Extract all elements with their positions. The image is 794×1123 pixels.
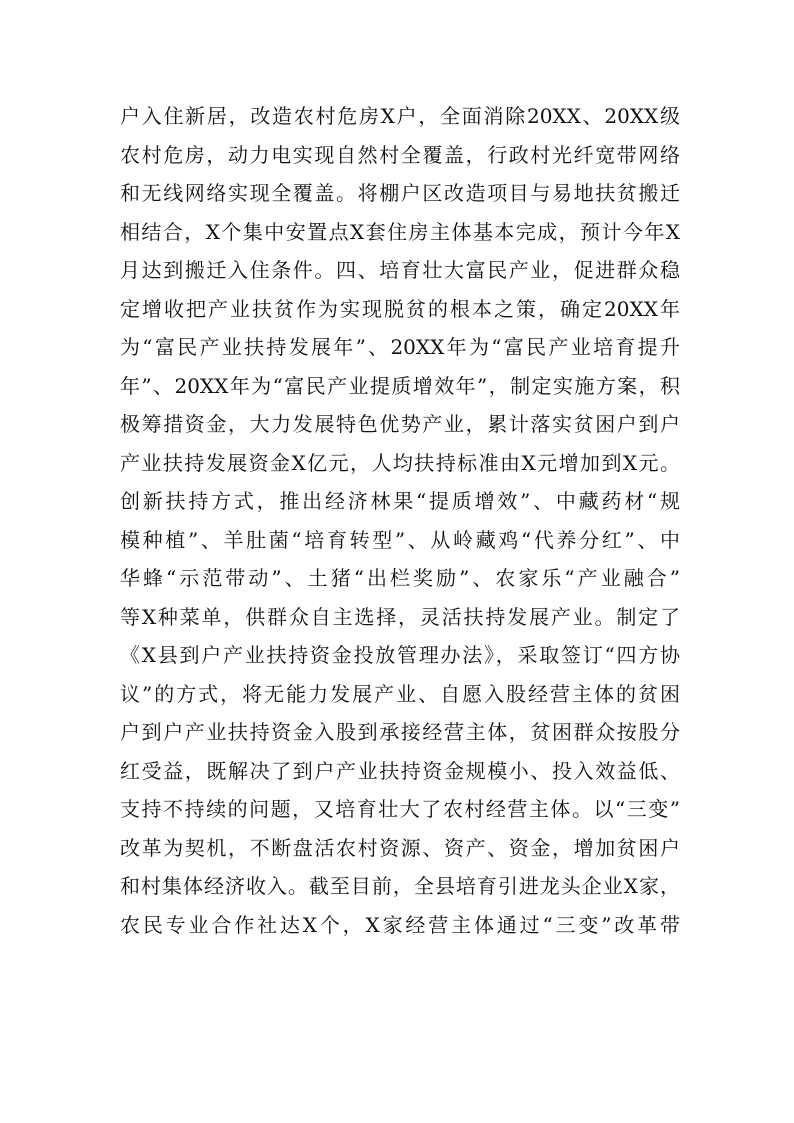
text-line: 《X县到户产业扶持资金投放管理办法》，采取签订“四方协 xyxy=(120,643,680,667)
text-line: 农民专业合作社达X个，X家经营主体通过“三变”改革带 xyxy=(120,912,680,937)
text-line: 为“富民产业扶持发展年”、20XX年为“富民产业培育提升 xyxy=(120,335,680,359)
text-line: 等X种菜单，供群众自主选择，灵活扶持发展产业。制定了 xyxy=(120,604,680,629)
text-line: 产业扶持发展资金X亿元，人均扶持标准由X元增加到X元。 xyxy=(120,450,680,475)
text-line: 创新扶持方式，推出经济林果“提质增效”、中藏药材“规 xyxy=(120,489,680,513)
text-line: 支持不持续的问题，又培育壮大了农村经营主体。以“三变” xyxy=(120,797,680,821)
text-line: 年”、20XX年为“富民产业提质增效年”，制定实施方案，积 xyxy=(120,373,680,398)
text-line: 和村集体经济收入。截至目前，全县培育引进龙头企业X家， xyxy=(120,874,680,898)
text-line: 户到户产业扶持资金入股到承接经营主体，贫困群众按股分 xyxy=(120,720,680,744)
text-line: 定增收把产业扶贫作为实现脱贫的根本之策，确定20XX年 xyxy=(120,296,680,321)
text-line: 农村危房，动力电实现自然村全覆盖，行政村光纤宽带网络 xyxy=(120,142,680,167)
text-line: 改革为契机，不断盘活农村资源、资产、资金，增加贫困户 xyxy=(120,835,680,860)
text-line: 模种植”、羊肚菌“培育转型”、从岭藏鸡“代养分红”、中 xyxy=(120,527,680,552)
text-line: 月达到搬迁入住条件。四、培育壮大富民产业，促进群众稳 xyxy=(120,258,680,282)
text-line: 华蜂“示范带动”、土猪“出栏奖励”、农家乐“产业融合” xyxy=(120,566,680,590)
text-line: 和无线网络实现全覆盖。将棚户区改造项目与易地扶贫搬迁 xyxy=(120,181,680,205)
text-line: 议”的方式，将无能力发展产业、自愿入股经营主体的贫困 xyxy=(120,681,680,706)
text-line: 户入住新居，改造农村危房X户，全面消除20XX、20XX级 xyxy=(120,104,680,128)
text-line: 红受益，既解决了到户产业扶持资金规模小、投入效益低、 xyxy=(120,758,680,783)
text-line: 极筹措资金，大力发展特色优势产业，累计落实贫困户到户 xyxy=(120,412,680,436)
body-paragraph xyxy=(120,97,680,944)
text-line: 相结合，X个集中安置点X套住房主体基本完成，预计今年X xyxy=(120,219,680,244)
